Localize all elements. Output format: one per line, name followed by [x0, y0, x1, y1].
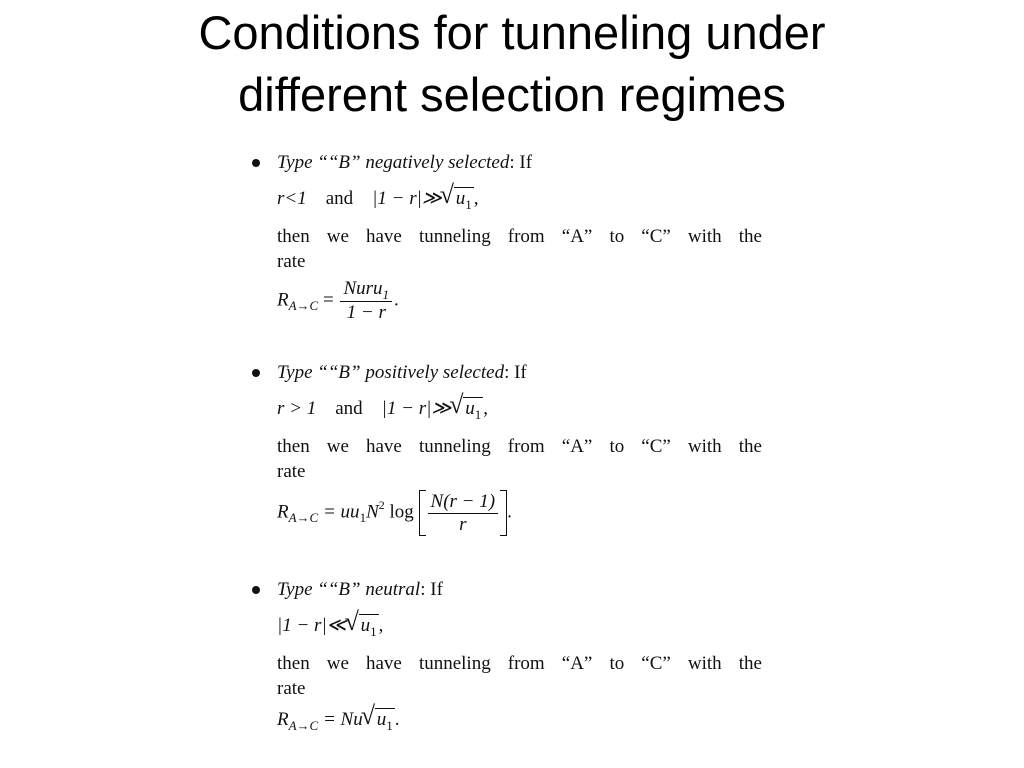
word: we — [326, 653, 349, 674]
word: from — [507, 436, 545, 457]
sqrt-u-sub: 1 — [370, 624, 377, 639]
rate-eq-sub: 1 — [359, 510, 367, 526]
rate-bracket — [419, 490, 508, 536]
word: “A” — [561, 226, 593, 247]
rate-word: rate — [277, 461, 306, 482]
sqrt-u-sub: 1 — [465, 197, 472, 212]
word: we — [326, 226, 349, 247]
slide-title — [0, 2, 1024, 126]
word: with — [687, 226, 722, 247]
item-heading — [277, 360, 527, 385]
rate-fraction — [340, 278, 392, 324]
word: “A” — [561, 436, 593, 457]
condition-r: r<1 — [277, 188, 307, 209]
condition-end: , — [473, 188, 479, 209]
item-heading-rest: : If — [509, 152, 533, 173]
word: the — [738, 653, 762, 674]
rate-R-sub: A→C — [288, 298, 319, 314]
word: then — [277, 226, 310, 247]
rate-word: rate — [277, 678, 306, 699]
condition-abs: |1 − r|≪ — [277, 615, 347, 636]
item-heading — [277, 577, 443, 602]
word: to — [609, 226, 625, 247]
sqrt-u1 — [442, 186, 474, 212]
item-condition — [277, 186, 478, 212]
word: “C” — [641, 436, 671, 457]
rate-word: rate — [277, 251, 306, 272]
item-rate-formula — [277, 490, 512, 536]
word: “C” — [641, 653, 671, 674]
fraction-numerator: Nuru — [343, 278, 383, 299]
word: to — [609, 436, 625, 457]
item-rate-formula — [277, 707, 399, 733]
rate-R-sub: A→C — [288, 510, 319, 526]
rate-end: . — [394, 289, 399, 311]
rate-fraction — [428, 491, 499, 536]
left-bracket-icon — [419, 490, 426, 536]
word: to — [609, 653, 625, 674]
word: have — [366, 226, 402, 247]
condition-end: , — [483, 398, 488, 419]
then-line — [277, 224, 762, 249]
rate-R: R — [277, 501, 289, 523]
item-heading-rest: : If — [504, 362, 527, 383]
word: the — [738, 436, 762, 457]
rate-sqrt-u1 — [363, 707, 395, 733]
word: from — [507, 653, 545, 674]
rate-end: . — [394, 709, 400, 730]
rate-R: R — [277, 289, 289, 311]
condition-and: and — [325, 188, 354, 209]
fraction-numerator: N(r − 1) — [428, 491, 499, 514]
rate-eq: = Nu — [322, 709, 363, 730]
bullet-dot-icon — [252, 369, 260, 377]
condition-r: r > 1 — [277, 398, 317, 419]
word: tunneling — [418, 436, 491, 457]
fraction-denominator: 1 − r — [346, 302, 386, 323]
word: the — [738, 226, 762, 247]
bullet-dot-icon — [252, 586, 260, 594]
rate-eq: = — [322, 289, 334, 311]
rate-R-sub: A→C — [288, 718, 319, 733]
word: have — [366, 653, 402, 674]
condition-abs: |1 − r|≫ — [372, 188, 442, 209]
fraction-numerator-sub: 1 — [382, 287, 390, 302]
item-heading-italic: Type ““B” positively selected — [277, 362, 505, 383]
rate-log: log — [389, 501, 414, 523]
word: with — [687, 653, 722, 674]
item-condition — [277, 613, 383, 639]
word: “A” — [561, 653, 593, 674]
item-heading — [277, 150, 532, 175]
condition-abs: |1 − r|≫ — [381, 398, 452, 419]
rate-N-sup: 2 — [378, 498, 385, 513]
rate-end: . — [507, 501, 512, 523]
item-then-text — [277, 651, 762, 701]
sqrt-u: u — [455, 188, 466, 209]
rate-N: N — [366, 501, 379, 523]
sqrt-u1 — [451, 396, 483, 422]
fraction-denominator: r — [459, 513, 467, 535]
word: “C” — [641, 226, 671, 247]
word: from — [507, 226, 545, 247]
slide-title-line-2: different selection regimes — [238, 68, 786, 121]
bullet-dot-icon — [252, 159, 260, 167]
item-heading-rest: : If — [420, 579, 443, 600]
sqrt-u-sub: 1 — [474, 407, 482, 422]
word: tunneling — [418, 653, 491, 674]
word: tunneling — [418, 226, 491, 247]
word: have — [366, 436, 402, 457]
rate-R: R — [277, 709, 289, 730]
sqrt-u: u — [465, 398, 475, 419]
sqrt-u1 — [347, 613, 379, 639]
item-then-text — [277, 434, 762, 484]
sqrt-u: u — [360, 615, 371, 636]
then-line — [277, 651, 762, 676]
rate-eq: = uu — [322, 501, 360, 523]
word: with — [687, 436, 722, 457]
rate-sqrt-u: u — [376, 709, 387, 730]
item-then-text — [277, 224, 762, 274]
word: we — [326, 436, 349, 457]
rate-sqrt-u-sub: 1 — [386, 718, 393, 733]
word: then — [277, 436, 310, 457]
then-line — [277, 434, 762, 459]
slide-title-line-1: Conditions for tunneling under — [198, 6, 826, 59]
condition-end: , — [378, 615, 384, 636]
item-condition — [277, 396, 488, 422]
item-heading-italic: Type ““B” negatively selected — [277, 152, 510, 173]
item-rate-formula — [277, 278, 399, 324]
item-heading-italic: Type ““B” neutral — [277, 579, 421, 600]
condition-and: and — [335, 398, 363, 419]
word: then — [277, 653, 310, 674]
